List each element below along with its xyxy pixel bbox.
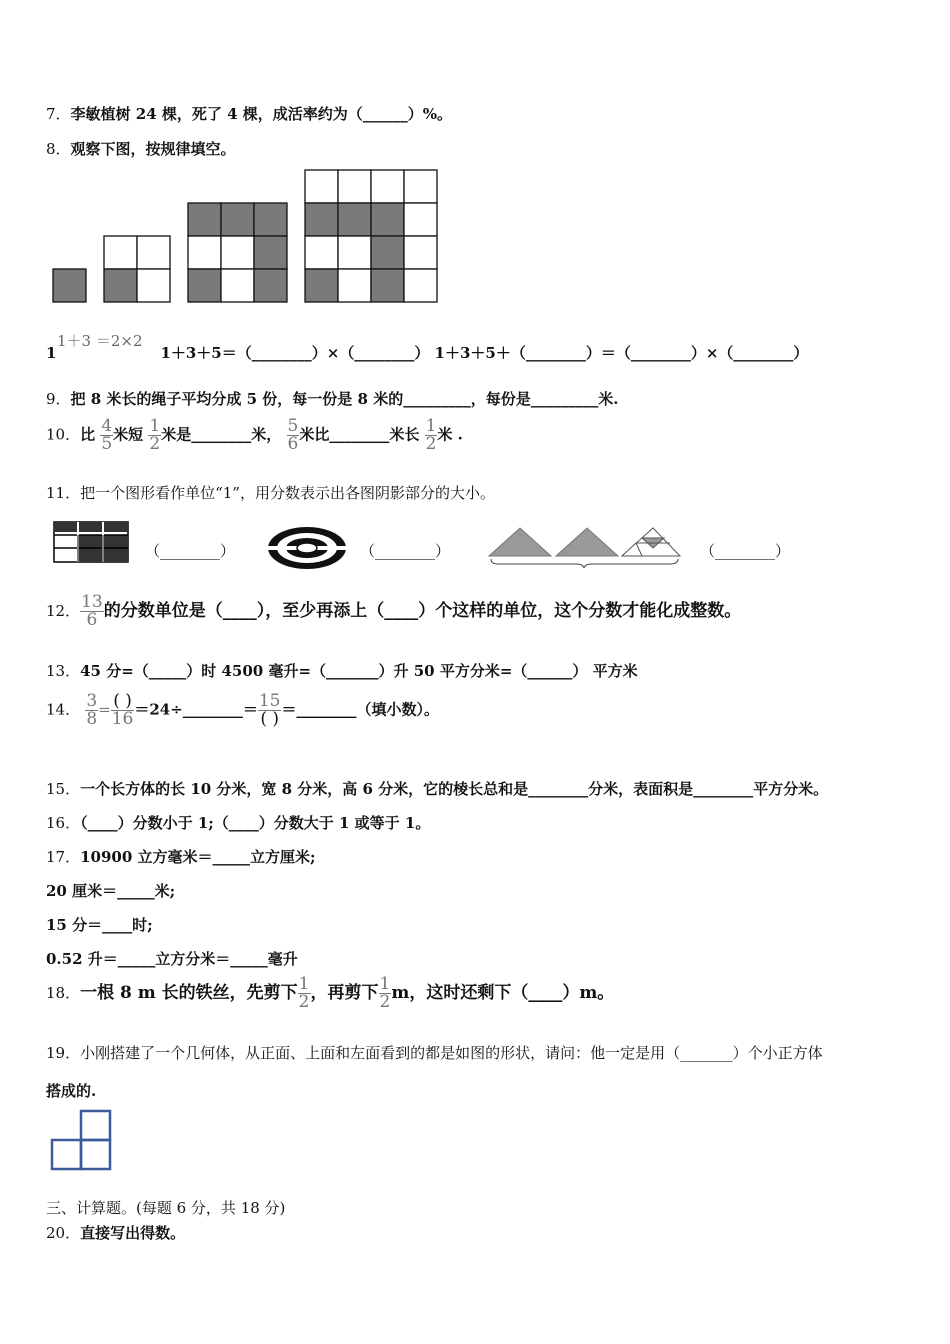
fraction bbox=[379, 976, 392, 1011]
numerator: 5 bbox=[287, 416, 299, 436]
question-text: 把 8 米长的绳子平均分成 5 份，每一份是 8 米的_________，每份是_________米. bbox=[70, 390, 619, 408]
question-19 bbox=[46, 1042, 823, 1063]
text-part: 米 . bbox=[437, 425, 463, 444]
grid-cell bbox=[404, 203, 437, 236]
text-part: 米是________米， bbox=[161, 425, 282, 444]
grid-cell bbox=[305, 236, 338, 269]
grid-cell bbox=[137, 269, 170, 302]
grid-cell bbox=[254, 269, 287, 302]
grid-cell bbox=[305, 269, 338, 302]
question-14 bbox=[46, 693, 439, 728]
denominator: 16 bbox=[111, 709, 134, 729]
grid-cell bbox=[371, 170, 404, 203]
question-18 bbox=[46, 976, 614, 1011]
numerator: 1 bbox=[298, 974, 310, 994]
question-number: 7． bbox=[46, 105, 71, 123]
question-17 bbox=[46, 846, 316, 867]
grid-cell bbox=[338, 269, 371, 302]
question-number: 20． bbox=[46, 1224, 81, 1242]
question-number: 15． bbox=[46, 780, 81, 798]
grid-cell bbox=[188, 203, 221, 236]
question-number: 16． bbox=[46, 814, 81, 832]
pattern-grid-2 bbox=[104, 236, 170, 302]
question-15 bbox=[46, 778, 828, 799]
pattern-grid-1 bbox=[53, 269, 86, 302]
question-9 bbox=[46, 388, 618, 409]
question-text: 一个长方体的长 10 分米，宽 8 分米，高 6 分米，它的棱长总和是________分米，表面积是________平方分米。 bbox=[80, 780, 829, 798]
grid-cell bbox=[338, 170, 371, 203]
question-text: 10900 立方毫米＝_____立方厘米; bbox=[80, 848, 316, 866]
fraction bbox=[148, 418, 161, 453]
question-17-line-2: 20 厘米＝_____米; bbox=[46, 882, 176, 900]
numerator: ( ) bbox=[111, 693, 135, 711]
fraction bbox=[298, 976, 311, 1011]
numerator: 1 bbox=[149, 416, 161, 436]
grid-cell bbox=[338, 203, 371, 236]
question-13 bbox=[46, 660, 638, 681]
grid-cell bbox=[221, 269, 254, 302]
text-part: 米短 bbox=[113, 425, 144, 444]
grid-cell bbox=[254, 203, 287, 236]
grid-cell bbox=[305, 203, 338, 236]
target-circle-figure bbox=[266, 525, 348, 571]
question-text: 李敏植树 24 棵，死了 4 棵，成活率约为（______）%。 bbox=[70, 105, 453, 123]
equation-superscript: 1＋3 ＝2×2 bbox=[57, 332, 143, 350]
question-text: 直接写出得数。 bbox=[80, 1224, 186, 1242]
fraction bbox=[111, 693, 135, 728]
grid-cell bbox=[371, 236, 404, 269]
text-part: 比 bbox=[80, 425, 96, 444]
numerator: 1 bbox=[425, 416, 437, 436]
question-text: 小刚搭建了一个几何体，从正面、上面和左面看到的都是如图的形状，请问：他一定是用（_______）个小正方体 bbox=[80, 1044, 823, 1062]
grid-cell bbox=[254, 236, 287, 269]
question-number: 18． bbox=[46, 984, 81, 1002]
denominator: 8 bbox=[86, 709, 98, 729]
pattern-grid-4 bbox=[305, 170, 437, 302]
question-17-line-4: 0.52 升＝_____立方分米＝_____毫升 bbox=[46, 950, 298, 968]
grid-cell bbox=[371, 269, 404, 302]
grid-rectangle-figure bbox=[53, 521, 129, 563]
text-part: ＝________（填小数）。 bbox=[281, 700, 439, 719]
question-number: 11． bbox=[46, 484, 81, 502]
grid-cell bbox=[188, 269, 221, 302]
grid-cell bbox=[104, 236, 137, 269]
grid-cell bbox=[221, 203, 254, 236]
section-3-heading: 三、计算题。(每题 6 分，共 18 分) bbox=[46, 1199, 286, 1217]
question-16 bbox=[46, 812, 430, 833]
question-number: 10． bbox=[46, 425, 81, 444]
numerator: 4 bbox=[101, 416, 113, 436]
pattern-grids-figure bbox=[40, 165, 460, 315]
grid-cell bbox=[53, 269, 86, 302]
equation-blanks: 1＋3＋5＝（________）×（________） 1＋3＋5＋（________）＝（________）×（________） bbox=[160, 344, 809, 362]
grid-cell bbox=[221, 236, 254, 269]
question-text: 观察下图，按规律填空。 bbox=[70, 140, 236, 158]
answer-blank-1: （________） bbox=[145, 542, 236, 560]
question-8 bbox=[46, 138, 236, 159]
text-part: 米比________米长 bbox=[299, 425, 420, 444]
text-part: ，再剪下 bbox=[310, 983, 379, 1003]
question-11 bbox=[46, 482, 495, 503]
question-number: 14． bbox=[46, 700, 81, 719]
grid-cell bbox=[188, 236, 221, 269]
grid-cell bbox=[404, 236, 437, 269]
question-17-line-3: 15 分＝____时; bbox=[46, 916, 153, 934]
fraction bbox=[85, 693, 98, 728]
denominator: 6 bbox=[287, 434, 299, 454]
question-text: 45 分=（_____）时 4500 毫升=（_______）升 50 平方分米=（______） 平方米 bbox=[80, 662, 638, 680]
numerator: 3 bbox=[86, 691, 98, 711]
denominator: ( ) bbox=[260, 709, 279, 729]
grid-cell bbox=[305, 170, 338, 203]
question-number: 19． bbox=[46, 1044, 81, 1062]
text-part: m，这时还剩下（____）m。 bbox=[391, 983, 615, 1003]
fraction bbox=[100, 418, 113, 453]
equals-sign: = bbox=[98, 700, 111, 719]
question-7 bbox=[46, 103, 452, 124]
question-number: 13． bbox=[46, 662, 81, 680]
fraction bbox=[258, 693, 282, 728]
pattern-grid-3 bbox=[188, 203, 287, 302]
equation-lead: 1 bbox=[46, 344, 57, 362]
question-number: 9． bbox=[46, 390, 71, 408]
question-text: 把一个图形看作单位“1”，用分数表示出各图阴影部分的大小。 bbox=[80, 484, 495, 502]
denominator: 2 bbox=[149, 434, 161, 454]
question-number: 12． bbox=[46, 602, 81, 620]
numerator: 15 bbox=[258, 691, 281, 711]
cube-view-figure bbox=[50, 1109, 112, 1171]
question-8-equation bbox=[46, 342, 808, 363]
denominator: 2 bbox=[425, 434, 437, 454]
question-number: 17． bbox=[46, 848, 81, 866]
grid-cell bbox=[104, 269, 137, 302]
question-text: 的分数单位是（____），至少再添上（____）个这样的单位，这个分数才能化成整数。 bbox=[103, 601, 742, 621]
grid-cell bbox=[137, 236, 170, 269]
question-number: 8． bbox=[46, 140, 71, 158]
text-part: 一根 8 m 长的铁丝，先剪下 bbox=[80, 983, 298, 1003]
question-text: （____）分数小于 1;（____）分数大于 1 或等于 1。 bbox=[80, 814, 431, 832]
text-part: ＝24÷________＝ bbox=[134, 700, 258, 719]
denominator: 2 bbox=[379, 992, 391, 1012]
numerator: 13 bbox=[81, 592, 103, 612]
grid-cell bbox=[404, 170, 437, 203]
question-19-line-2: 搭成的. bbox=[46, 1082, 97, 1100]
question-10 bbox=[46, 418, 463, 453]
grid-cell bbox=[371, 203, 404, 236]
fraction bbox=[80, 594, 104, 629]
grid-cell bbox=[404, 269, 437, 302]
answer-blank-3: （________） bbox=[700, 542, 791, 560]
denominator: 2 bbox=[298, 992, 310, 1012]
question-20 bbox=[46, 1222, 185, 1243]
fraction bbox=[425, 418, 438, 453]
denominator: 5 bbox=[101, 434, 113, 454]
numerator: 1 bbox=[379, 974, 391, 994]
denominator: 6 bbox=[86, 610, 98, 630]
triangles-figure bbox=[486, 525, 682, 569]
grid-cell bbox=[338, 236, 371, 269]
fraction bbox=[287, 418, 300, 453]
question-12 bbox=[46, 594, 741, 629]
answer-blank-2: （________） bbox=[360, 542, 451, 560]
